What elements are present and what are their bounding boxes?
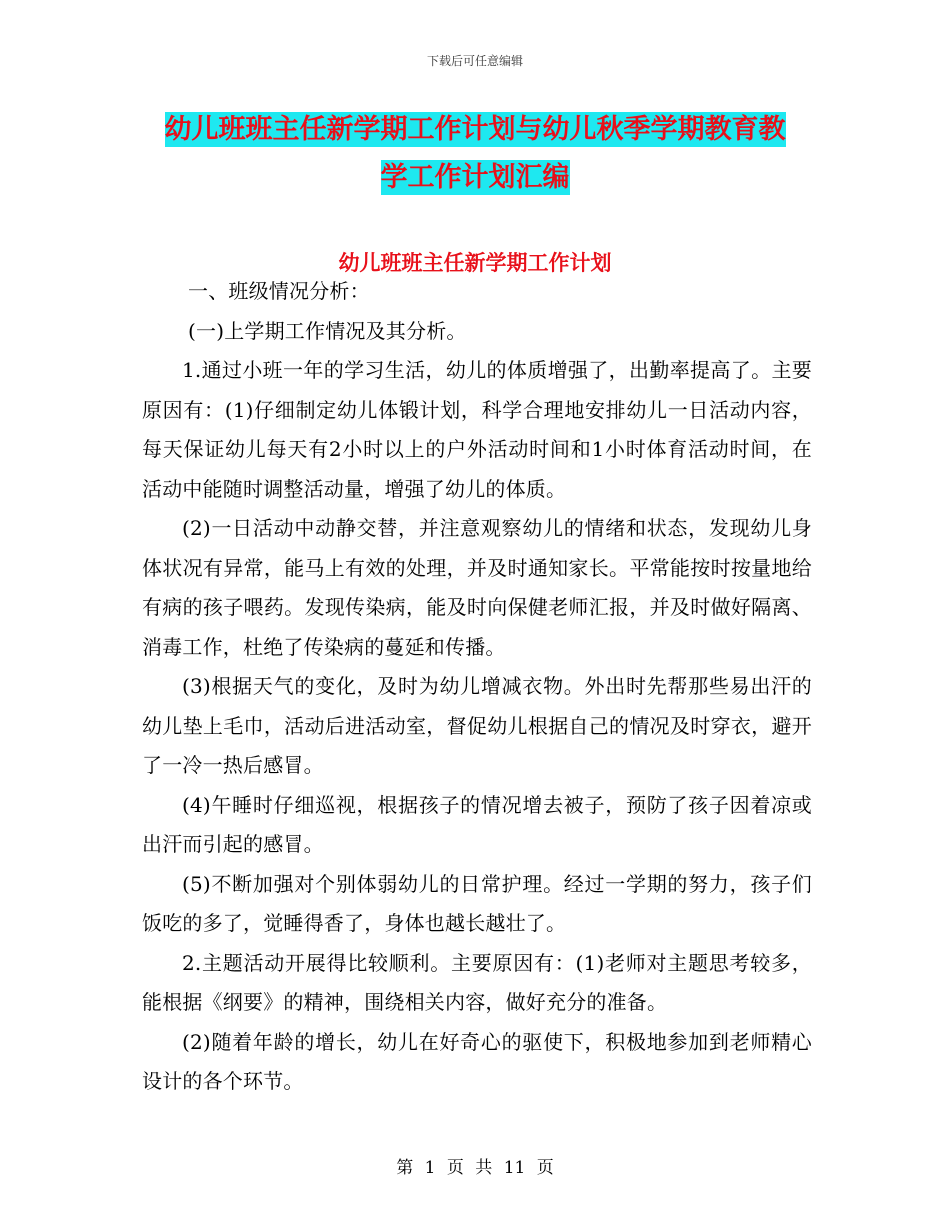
paragraph: (一)上学期工作情况及其分析。 — [188, 318, 467, 343]
document-title-line-1: 幼儿班班主任新学期工作计划与幼儿秋季学期教育教 — [164, 114, 786, 145]
document-title-line-2: 学工作计划汇编 — [380, 162, 570, 193]
page-footer: 第 1 页 共 11 页 — [396, 1158, 554, 1178]
paragraph: 一、班级情况分析： — [188, 279, 370, 303]
page-header-note: 下载后可任意编辑 — [426, 54, 523, 68]
paragraph: (4)午睡时仔细巡视，根据孩子的情况增去被子，预防了孩子因着凉或出汗而引起的感冒。 — [142, 792, 812, 856]
paragraph: 1.通过小班一年的学习生活，幼儿的体质增强了，出勤率提高了。主要原因有：(1)仔细制定幼儿体锻计划，科学合理地安排幼儿一日活动内容，每天保证幼儿每天有2小时以上的户外活动时间和1小时体育活动时间，在活动中能随时调整活动量，增强了幼儿的体质。 — [142, 358, 812, 501]
paragraph: 2.主题活动开展得比较顺利。主要原因有：(1)老师对主题思考较多，能根据《纲要》的精神，围绕相关内容，做好充分的准备。 — [142, 950, 812, 1014]
paragraph: (2)随着年龄的增长，幼儿在好奇心的驱使下，积极地参加到老师精心设计的各个环节。 — [142, 1029, 812, 1093]
document-title — [150, 106, 800, 202]
paragraph: (2)一日活动中动静交替，并注意观察幼儿的情绪和状态，发现幼儿身体状况有异常，能马上有效的处理，并及时通知家长。平常能按时按量地给有病的孩子喂药。发现传染病，能及时向保健老师汇报，并及时做好隔离、消毒工作，杜绝了传染病的蔓延和传播。 — [142, 516, 812, 659]
section-title: 幼儿班班主任新学期工作计划 — [338, 250, 612, 275]
paragraph: (5)不断加强对个别体弱幼儿的日常护理。经过一学期的努力，孩子们饭吃的多了，觉睡得香了，身体也越长越壮了。 — [142, 871, 812, 935]
document-body — [142, 272, 812, 1102]
paragraph: (3)根据天气的变化，及时为幼儿增减衣物。外出时先帮那些易出汗的幼儿垫上毛巾，活动后进活动室，督促幼儿根据自己的情况及时穿衣，避开了一冷一热后感冒。 — [142, 674, 812, 777]
